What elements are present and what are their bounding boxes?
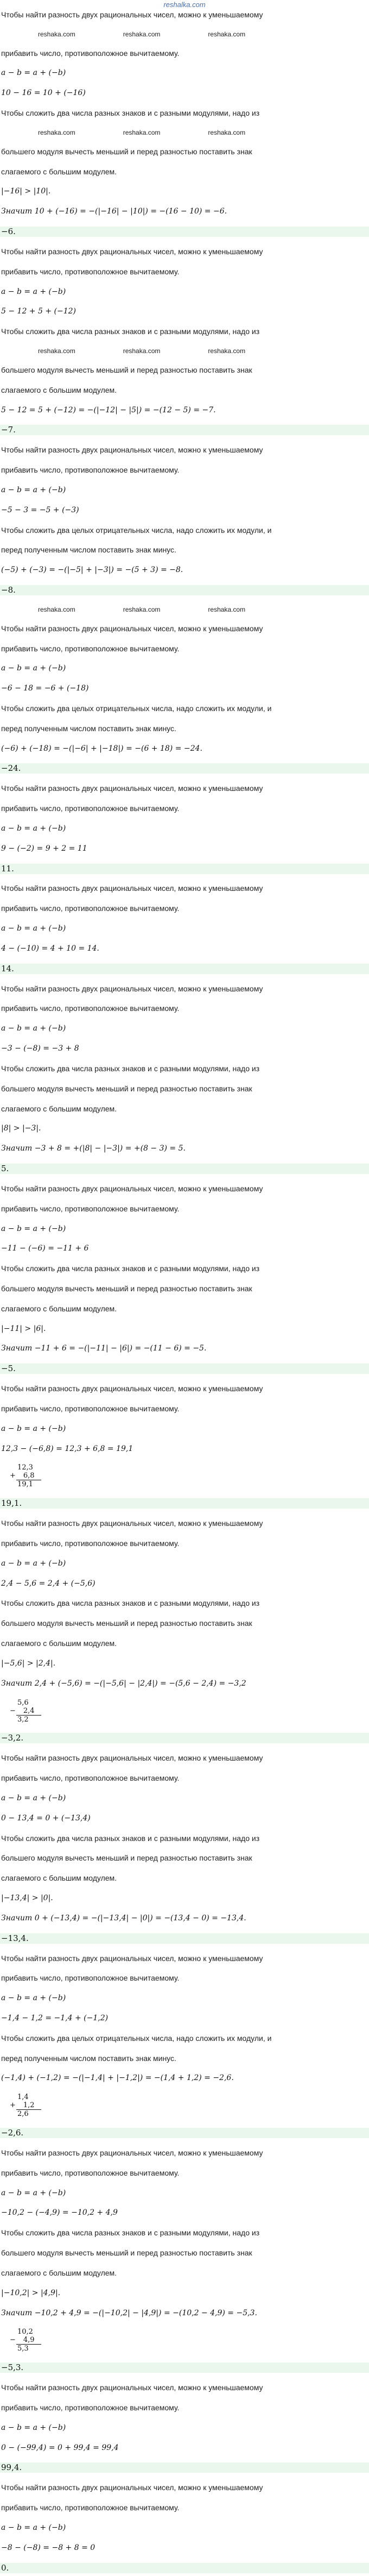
math-line: −6 − 18 = −6 + (−18): [1, 684, 89, 693]
math-line: (−1,4) + (−1,2) = −(|−1,4| + |−1,2|) = −(1,4 + 1,2) = −2,6.: [1, 2074, 234, 2083]
explanation-line: прибавить число, противоположное вычитаемому.: [1, 904, 180, 913]
math-line: 5 − 12 = 5 + (−12) = −(|−12| − |5|) = −(12 − 5) = −7.: [1, 405, 216, 414]
explanation-line: большего модуля вычесть меньший и перед разностью поставить знак: [1, 1854, 252, 1863]
answer-line: −5.: [0, 1364, 369, 1374]
explanation-line: Чтобы найти разность двух рациональных чисел, можно к уменьшаемому: [1, 1384, 263, 1393]
column-row: [10, 2093, 369, 2101]
explanation-line: слагаемого с большим модулем.: [1, 1874, 117, 1883]
column-row: [10, 1480, 369, 1488]
math-line: 10 − 16 = 10 + (−16): [1, 89, 86, 98]
explanation-line: слагаемого с большим модулем.: [1, 1104, 117, 1113]
column-number: 19,1: [17, 1480, 33, 1489]
math-line: a − b = a + (−b): [1, 2188, 66, 2197]
column-row: [10, 2101, 369, 2109]
explanation-line: Чтобы сложить два числа разных знаков и с разными модулями, надо из: [1, 1264, 260, 1273]
column-row: [10, 1472, 369, 1480]
explanation-line: слагаемого с большим модулем.: [1, 167, 117, 176]
watermark-text: reshaka.com: [208, 128, 246, 136]
explanation-line: Чтобы найти разность двух рациональных чисел, можно к уменьшаемому: [1, 884, 263, 893]
column-arithmetic: [0, 2093, 369, 2118]
column-number: 2,4: [23, 1706, 35, 1715]
explanation-line: Чтобы найти разность двух рациональных чисел, можно к уменьшаемому: [1, 2383, 263, 2392]
column-row: [10, 1716, 369, 1724]
math-line: |−5,6| > |2,4|.: [1, 1658, 56, 1668]
explanation-line: большего модуля вычесть меньший и перед разностью поставить знак: [1, 2248, 252, 2258]
math-line: 0 − 13,4 = 0 + (−13,4): [1, 1813, 91, 1823]
math-line: Значит 10 + (−16) = −(|−16| − |10|) = −(16 − 10) = −6.: [1, 207, 227, 216]
math-line: a − b = a + (−b): [1, 287, 66, 296]
math-line: a − b = a + (−b): [1, 68, 66, 78]
explanation-line: Чтобы найти разность двух рациональных чисел, можно к уменьшаемому: [1, 2148, 263, 2157]
explanation-line: большего модуля вычесть меньший и перед разностью поставить знак: [1, 365, 252, 374]
answer-line: −6.: [0, 227, 369, 237]
math-line: |−13,4| > |0|.: [1, 1894, 53, 1903]
math-line: 9 − (−2) = 9 + 2 = 11: [1, 844, 87, 853]
watermark-text: reshaka.com: [208, 347, 246, 355]
watermark-text: reshaka.com: [123, 347, 161, 355]
math-line: −3 − (−8) = −3 + 8: [1, 1044, 79, 1053]
math-line: a − b = a + (−b): [1, 1424, 66, 1433]
column-operator: −: [10, 1706, 16, 1715]
explanation-line: Чтобы найти разность двух рациональных чисел, можно к уменьшаемому: [1, 1184, 263, 1193]
answer-line: −13,4.: [0, 1933, 369, 1944]
answer-line: −5,3.: [0, 2363, 369, 2373]
math-line: a − b = a + (−b): [1, 1024, 66, 1033]
explanation-line: Чтобы сложить два числа разных знаков и с разными модулями, надо из: [1, 2228, 260, 2238]
explanation-line: Чтобы найти разность двух рациональных чисел, можно к уменьшаемому: [1, 1953, 263, 1963]
explanation-line: Чтобы найти разность двух рациональных чисел, можно к уменьшаемому: [1, 984, 263, 993]
explanation-line: слагаемого с большим модулем.: [1, 1639, 117, 1648]
explanation-line: перед полученным числом поставить знак минус.: [1, 545, 176, 555]
explanation-line: Чтобы сложить два целых отрицательных числа, надо сложить их модули, и: [1, 2033, 272, 2043]
watermark-row: [0, 128, 369, 137]
math-line: (−6) + (−18) = −(|−6| + |−18|) = −(6 + 18) = −24.: [1, 744, 202, 753]
math-line: a − b = a + (−b): [1, 2523, 66, 2532]
column-operator: +: [10, 2101, 16, 2110]
math-line: −5 − 3 = −5 + (−3): [1, 505, 79, 514]
explanation-line: Чтобы найти разность двух рациональных чисел, можно к уменьшаемому: [1, 1754, 263, 1763]
explanation-line: Чтобы найти разность двух рациональных чисел, можно к уменьшаемому: [1, 2483, 263, 2492]
math-line: 0 − (−99,4) = 0 + 99,4 = 99,4: [1, 2443, 119, 2452]
watermark-row: [0, 605, 369, 614]
column-number: 2,6: [17, 2110, 29, 2119]
explanation-line: прибавить число, противоположное вычитаемому.: [1, 466, 180, 475]
math-line: a − b = a + (−b): [1, 1224, 66, 1233]
explanation-line: прибавить число, противоположное вычитаемому.: [1, 1538, 180, 1548]
watermark-text: reshaka.com: [38, 605, 75, 613]
explanation-line: прибавить число, противоположное вычитаемому.: [1, 1004, 180, 1013]
explanation-line: Чтобы сложить два числа разных знаков и с разными модулями, надо из: [1, 1599, 260, 1608]
math-line: 2,4 − 5,6 = 2,4 + (−5,6): [1, 1579, 96, 1588]
column-number: 10,2: [17, 2328, 33, 2336]
watermark-text: reshaka.com: [123, 605, 161, 613]
explanation-line: перед полученным числом поставить знак минус.: [1, 2053, 176, 2063]
explanation-line: прибавить число, противоположное вычитаемому.: [1, 1774, 180, 1783]
watermark-row: [0, 347, 369, 355]
explanation-line: большего модуля вычесть меньший и перед разностью поставить знак: [1, 1619, 252, 1628]
explanation-line: прибавить число, противоположное вычитаемому.: [1, 2168, 180, 2177]
answer-line: −8.: [0, 585, 369, 595]
site-header: [0, 0, 369, 10]
explanation-line: Чтобы найти разность двух рациональных чисел, можно к уменьшаемому: [1, 1519, 263, 1528]
column-arithmetic: [0, 2328, 369, 2353]
explanation-line: прибавить число, противоположное вычитаемому.: [1, 1204, 180, 1213]
math-line: a − b = a + (−b): [1, 485, 66, 494]
explanation-line: большего модуля вычесть меньший и перед разностью поставить знак: [1, 1084, 252, 1093]
math-line: a − b = a + (−b): [1, 2423, 66, 2432]
math-line: Значит −3 + 8 = +(|8| − |−3|) = +(8 − 3) = 5.: [1, 1144, 186, 1153]
explanation-line: перед полученным числом поставить знак минус.: [1, 724, 176, 733]
math-line: −1,4 − 1,2 = −1,4 + (−1,2): [1, 2013, 109, 2022]
explanation-line: прибавить число, противоположное вычитаемому.: [1, 804, 180, 813]
column-row: [10, 2328, 369, 2336]
explanation-line: Чтобы найти разность двух рациональных чисел, можно к уменьшаемому: [1, 624, 263, 633]
explanation-line: прибавить число, противоположное вычитаемому.: [1, 1404, 180, 1413]
explanation-line: прибавить число, противоположное вычитаемому.: [1, 2403, 180, 2412]
explanation-line: Чтобы найти разность двух рациональных чисел, можно к уменьшаемому: [1, 784, 263, 793]
math-line: |−16| > |10|.: [1, 187, 51, 196]
math-line: a − b = a + (−b): [1, 1793, 66, 1802]
explanation-line: прибавить число, противоположное вычитаемому.: [1, 48, 180, 58]
math-line: |8| > |−3|.: [1, 1124, 41, 1133]
answer-line: 5.: [0, 1164, 369, 1174]
answer-line: 0.: [0, 2563, 369, 2573]
column-operator: +: [10, 1472, 16, 1480]
math-line: Значит 2,4 + (−5,6) = −(|−5,6| − |2,4|) = −(5,6 − 2,4) = −3,2: [1, 1679, 246, 1688]
explanation-line: слагаемого с большим модулем.: [1, 2268, 117, 2277]
answer-line: 99,4.: [0, 2462, 369, 2473]
answer-line: 11.: [0, 864, 369, 874]
watermark-text: reshaka.com: [208, 30, 246, 38]
answer-line: −24.: [0, 763, 369, 774]
watermark-text: reshaka.com: [208, 605, 246, 613]
math-line: −8 − (−8) = −8 + 8 = 0: [1, 2543, 96, 2552]
column-number: 5,3: [17, 2345, 29, 2353]
explanation-line: большего модуля вычесть меньший и перед разностью поставить знак: [1, 147, 252, 156]
answer-line: 14.: [0, 964, 369, 974]
explanation-line: прибавить число, противоположное вычитаемому.: [1, 267, 180, 276]
math-line: 12,3 − (−6,8) = 12,3 + 6,8 = 19,1: [1, 1444, 133, 1453]
explanation-line: слагаемого с большим модулем.: [1, 1304, 117, 1313]
column-number: 1,4: [17, 2093, 29, 2102]
watermark-text: reshaka.com: [123, 30, 161, 38]
math-line: a − b = a + (−b): [1, 1559, 66, 1568]
explanation-line: Чтобы найти разность двух рациональных чисел, можно к уменьшаемому: [1, 247, 263, 256]
math-line: Значит 0 + (−13,4) = −(|−13,4| − |0|) = −(13,4 − 0) = −13,4.: [1, 1913, 246, 1922]
math-line: Значит −11 + 6 = −(|−11| − |6|) = −(11 − 6) = −5.: [1, 1344, 207, 1353]
column-number: 3,2: [17, 1715, 29, 1724]
math-line: −11 − (−6) = −11 + 6: [1, 1244, 89, 1253]
math-line: 5 − 12 + 5 + (−12): [1, 307, 76, 316]
math-line: −10,2 − (−4,9) = −10,2 + 4,9: [1, 2208, 118, 2217]
explanation-line: Чтобы сложить два числа разных знаков и с разными модулями, надо из: [1, 1833, 260, 1843]
column-number: 6,8: [23, 1472, 35, 1480]
answer-line: −2,6.: [0, 2128, 369, 2138]
column-row: [10, 2345, 369, 2353]
explanation-line: слагаемого с большим модулем.: [1, 385, 117, 394]
watermark-text: reshaka.com: [38, 347, 75, 355]
column-row: [10, 1463, 369, 1472]
math-line: |−10,2| > |4,9|.: [1, 2288, 61, 2297]
watermark-row: [0, 30, 369, 39]
explanation-line: Чтобы сложить два целых отрицательных числа, надо сложить их модули, и: [1, 703, 272, 713]
column-row: [10, 2110, 369, 2118]
answer-line: −3,2.: [0, 1733, 369, 1743]
explanation-line: Чтобы сложить два числа разных знаков и с разными модулями, надо из: [1, 327, 260, 336]
math-line: (−5) + (−3) = −(|−5| + |−3|) = −(5 + 3) = −8.: [1, 566, 183, 575]
watermark-text: reshaka.com: [38, 128, 75, 136]
column-arithmetic: [0, 1699, 369, 1724]
column-row: [10, 2336, 369, 2344]
math-line: a − b = a + (−b): [1, 664, 66, 673]
math-line: 4 − (−10) = 4 + 10 = 14.: [1, 944, 99, 953]
explanation-line: Чтобы сложить два числа разных знаков и с разными модулями, надо из: [1, 109, 260, 118]
math-line: Значит −10,2 + 4,9 = −(|−10,2| − |4,9|) = −(10,2 − 4,9) = −5,3.: [1, 2308, 257, 2317]
answer-line: 19,1.: [0, 1498, 369, 1509]
math-line: a − b = a + (−b): [1, 1994, 66, 2003]
site-name[interactable]: reshalka.com: [163, 1, 206, 9]
column-operator: −: [10, 2336, 16, 2345]
math-line: a − b = a + (−b): [1, 924, 66, 933]
column-number: 1,2: [23, 2101, 35, 2110]
column-number: 4,9: [23, 2336, 35, 2345]
explanation-line: Чтобы найти разность двух рациональных чисел, можно к уменьшаемому: [1, 445, 263, 455]
explanation-line: прибавить число, противоположное вычитаемому.: [1, 1974, 180, 1983]
column-number: 5,6: [17, 1698, 29, 1707]
explanation-line: большего модуля вычесть меньший и перед разностью поставить знак: [1, 1284, 252, 1293]
column-row: [10, 1699, 369, 1707]
math-line: a − b = a + (−b): [1, 824, 66, 833]
explanation-line: Чтобы найти разность двух рациональных чисел, можно к уменьшаемому: [1, 10, 263, 19]
explanation-line: прибавить число, противоположное вычитаемому.: [1, 644, 180, 653]
solution-content: [0, 10, 369, 2576]
watermark-text: reshaka.com: [38, 30, 75, 38]
math-line: |−11| > |6|.: [1, 1324, 46, 1333]
column-row: [10, 1707, 369, 1715]
column-number: 12,3: [17, 1463, 33, 1472]
column-arithmetic: [0, 1463, 369, 1488]
explanation-line: Чтобы сложить два числа разных знаков и с разными модулями, надо из: [1, 1064, 260, 1073]
explanation-line: Чтобы сложить два целых отрицательных числа, надо сложить их модули, и: [1, 525, 272, 535]
explanation-line: прибавить число, противоположное вычитаемому.: [1, 2503, 180, 2512]
watermark-text: reshaka.com: [123, 128, 161, 136]
answer-line: −7.: [0, 425, 369, 435]
